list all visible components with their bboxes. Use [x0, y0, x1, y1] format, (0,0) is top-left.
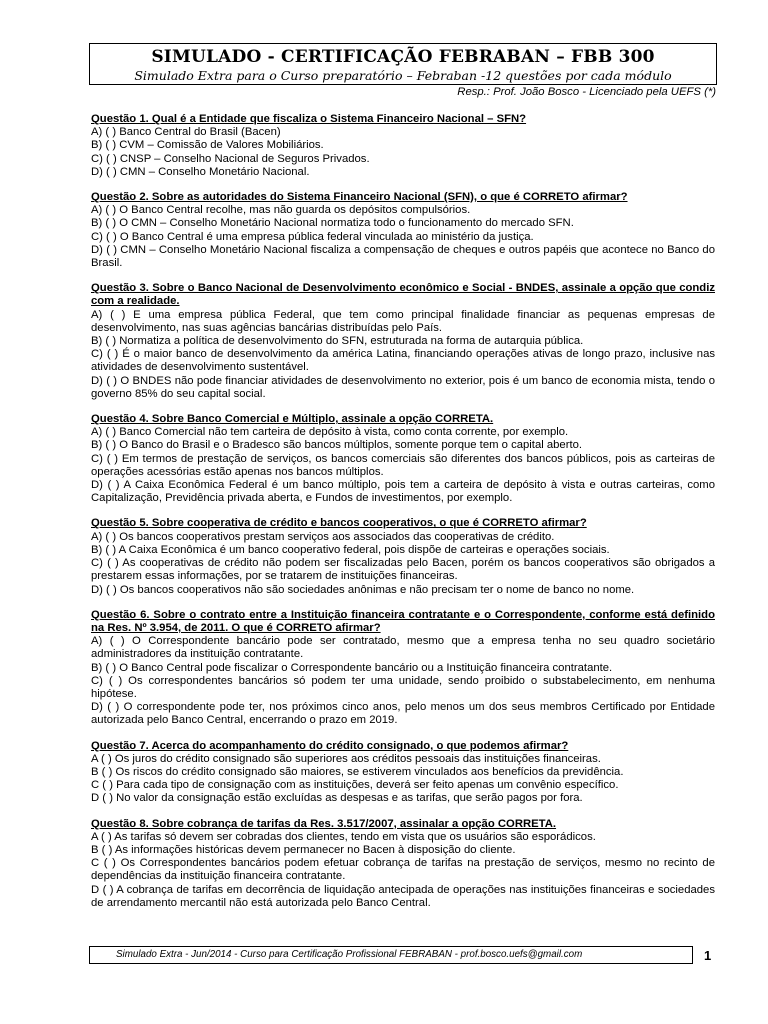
question-title: Questão 4. Sobre Banco Comercial e Múltiplo, assinale a opção CORRETA.	[91, 413, 494, 426]
option-c: C ( ) Os Correspondentes bancários podem efetuar cobrança de tarifas na prestação de serviços, mesmo no recinto de dependências da instituição financeira contratante.	[91, 857, 715, 883]
option-a: A ( ) Os juros do crédito consignado são superiores aos créditos pessoais das instituições financeiras.	[91, 752, 601, 765]
question-5	[91, 517, 715, 596]
question-3	[91, 282, 715, 401]
question-2	[91, 191, 715, 270]
question-title: Questão 5. Sobre cooperativa de crédito e bancos cooperativos, o que é CORRETO afirmar?	[91, 517, 587, 530]
question-1	[91, 113, 715, 179]
option-d: D ( ) No valor da consignação estão excluídas as despesas e as tarifas, que serão pagos por fora.	[91, 792, 583, 805]
header-box	[89, 43, 717, 85]
option-a: A) ( ) Banco Comercial não tem carteira de depósito à vista, como conta corrente, por exemplo.	[91, 426, 569, 439]
option-b: B ( ) As informações históricas devem permanecer no Bacen à disposição do cliente.	[91, 843, 516, 856]
option-c: C ( ) Para cada tipo de consignação com as instituições, deverá ser feito apenas um convênio específico.	[91, 779, 619, 792]
question-title: Questão 1. Qual é a Entidade que fiscaliza o Sistema Financeiro Nacional – SFN?	[91, 113, 527, 125]
option-c: C) ( ) Em termos de prestação de serviços, os bancos comerciais são diferentes dos bancos públicos, pois as carteiras de operações acessórias estão apenas nos bancos múltiplos.	[91, 452, 715, 478]
option-b: B) ( ) Normatiza a política de desenvolvimento do SFN, estruturada na forma de autarquia pública.	[91, 335, 584, 348]
author-line: Resp.: Prof. João Bosco - Licenciado pela UEFS (*)	[457, 86, 716, 98]
option-b: B) ( ) O Banco Central pode fiscalizar o Correspondente bancário ou a Instituição financeira contratante.	[91, 661, 613, 674]
option-b: B) ( ) A Caixa Econômica é um banco cooperativo federal, pois dispõe de carteiras e operações sociais.	[91, 543, 610, 556]
question-title: Questão 8. Sobre cobrança de tarifas da Res. 3.517/2007, assinalar a opção CORRETA.	[91, 817, 557, 830]
option-c: C) ( ) As cooperativas de crédito não podem ser fiscalizadas pelo Bacen, porém os bancos cooperativos são obrigados a prestarem essas informações, por se tratarem de instituições financeiras.	[91, 557, 715, 583]
option-c: C) ( ) Os correspondentes bancários só podem ter uma unidade, sendo proibido o substabelecimento, em nenhuma hipótese.	[91, 674, 715, 700]
document-subtitle: Simulado Extra para o Curso preparatório – Febraban -12 questões por cada módulo	[134, 68, 672, 83]
question-title: Questão 7. Acerca do acompanhamento do crédito consignado, o que podemos afirmar?	[91, 739, 569, 752]
option-b: B ( ) Os riscos do crédito consignado são maiores, se estiverem vinculados aos benefícios da previdência.	[91, 765, 624, 778]
option-a: A) ( ) Os bancos cooperativos prestam serviços aos associados das cooperativas de crédito.	[91, 530, 555, 543]
question-list	[91, 113, 715, 922]
option-d: D) ( ) O BNDES não pode financiar atividades de desenvolvimento no exterior, pois é um banco de economia mista, tendo o governo 85% do seu capital social.	[91, 374, 715, 400]
option-a: A ( ) As tarifas só devem ser cobradas dos clientes, tendo em vista que os usuários são esporádicos.	[91, 830, 596, 843]
option-d: D) ( ) O correspondente pode ter, nos próximos cinco anos, pelo menos um dos seus membros Certificado por Entidade autorizada pelo Banco Central, encerrando o prazo em 2019.	[91, 701, 715, 727]
document-title: SIMULADO - CERTIFICAÇÃO FEBRABAN – FBB 300	[151, 47, 655, 67]
page-number: 1	[704, 948, 712, 963]
option-d: D) ( ) CMN – Conselho Monetário Nacional.	[91, 165, 310, 178]
option-d: D ( ) A cobrança de tarifas em decorrência de liquidação antecipada de operações nas instituições financeiras e sociedades de arrendamento mercantil não está autorizada pelo Banco Central.	[91, 883, 715, 909]
option-b: B) ( ) CVM – Comissão de Valores Mobiliários.	[91, 139, 324, 152]
question-4	[91, 413, 715, 505]
option-c: C) ( ) O Banco Central é uma empresa pública federal vinculada ao ministério da justiça.	[91, 230, 534, 243]
footer-box: Simulado Extra - Jun/2014 - Curso para Certificação Profissional FEBRABAN - prof.bosco.uefs@gmail.com	[89, 946, 693, 964]
question-title: Questão 3. Sobre o Banco Nacional de Desenvolvimento econômico e Social - BNDES, assinale a opção que condiz com a realidade.	[91, 282, 715, 308]
option-c: C) ( ) É o maior banco de desenvolvimento da américa Latina, financiando operações ativas de longo prazo, inclusive nas atividades de desenvolvimento sustentável.	[91, 348, 715, 374]
question-title: Questão 2. Sobre as autoridades do Sistema Financeiro Nacional (SFN), o que é CORRETO afirmar?	[91, 191, 628, 204]
question-6	[91, 609, 715, 728]
question-title: Questão 6. Sobre o contrato entre a Instituição financeira contratante e o Correspondente, conforme está definido na Res. Nº 3.954, de 2011. O que é CORRETO afirmar?	[91, 608, 715, 634]
option-d: D) ( ) A Caixa Econômica Federal é um banco múltiplo, pois tem a carteira de depósito à vista e outras carteiras, como Capitalização, Previdência privada aberta, e Fundos de investimentos, por exemplo.	[91, 479, 715, 505]
option-a: A) ( ) E uma empresa pública Federal, que tem como principal finalidade financiar as pequenas empresas de desenvolvimento, nas suas agências bancárias distribuídas pelo País.	[91, 308, 715, 334]
option-a: A) ( ) O Banco Central recolhe, mas não guarda os depósitos compulsórios.	[91, 204, 471, 217]
option-a: A) ( ) Banco Central do Brasil (Bacen)	[91, 126, 281, 139]
question-7	[91, 740, 715, 806]
option-a: A) ( ) O Correspondente bancário pode ser contratado, mesmo que a empresa tenha no seu quadro societário administradores da instituição contratante.	[91, 635, 715, 661]
option-b: B) ( ) O Banco do Brasil e o Bradesco são bancos múltiplos, somente porque tem o capital aberto.	[91, 439, 583, 452]
option-d: D) ( ) CMN – Conselho Monetário Nacional fiscaliza a compensação de cheques e outros papéis que acontece no Banco do Brasil.	[91, 243, 715, 270]
option-b: B) ( ) O CMN – Conselho Monetário Nacional normatiza todo o funcionamento do mercado SFN.	[91, 217, 574, 230]
option-c: C) ( ) CNSP – Conselho Nacional de Seguros Privados.	[91, 152, 370, 165]
option-d: D) ( ) Os bancos cooperativos não são sociedades anônimas e não precisam ter o nome de banco no nome.	[91, 583, 635, 596]
question-8	[91, 818, 715, 910]
